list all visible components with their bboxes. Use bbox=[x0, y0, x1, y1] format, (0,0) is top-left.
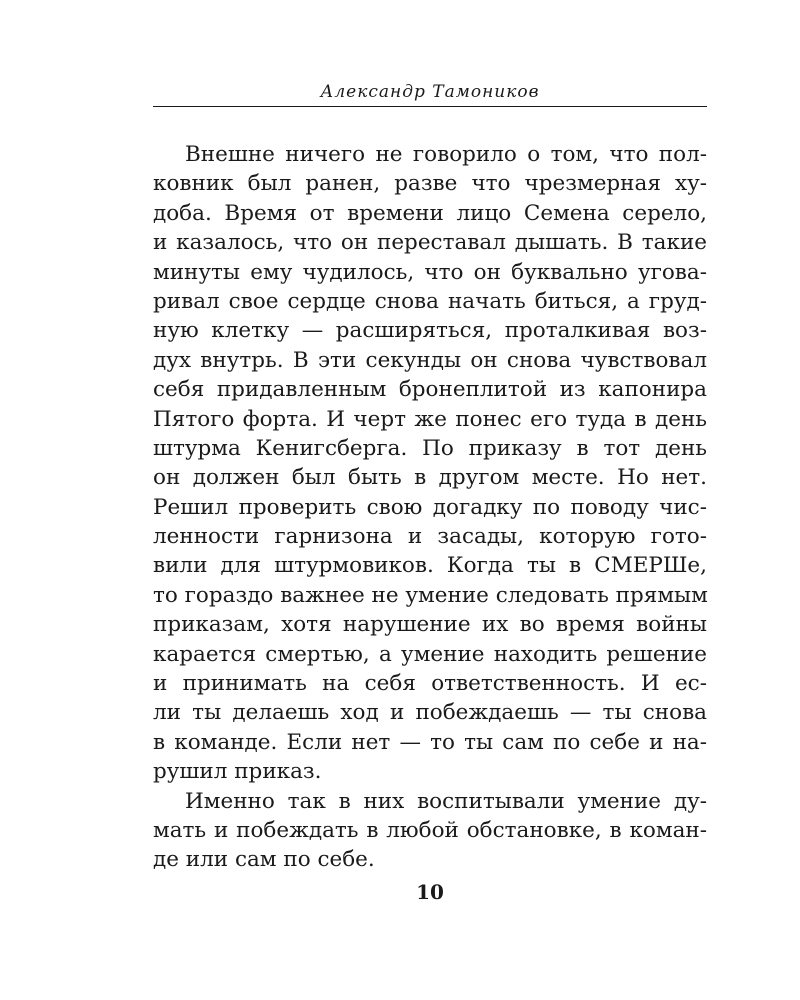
text-line: и казалось, что он переставал дышать. В такие bbox=[153, 230, 707, 256]
text-line: он должен был быть в другом месте. Но нет. bbox=[153, 465, 707, 491]
page-number: 10 bbox=[416, 880, 444, 904]
text-line: себя придавленным бронеплитой из капонира bbox=[153, 377, 707, 403]
text-line: Пятого форта. И черт же понес его туда в день bbox=[153, 406, 707, 432]
text-line: ковник был ранен, разве что чрезмерная ху- bbox=[153, 171, 707, 197]
text-line: доба. Время от времени лицо Семена серело, bbox=[153, 200, 707, 226]
text-line: ли ты делаешь ход и побеждаешь — ты снова bbox=[153, 700, 707, 726]
text-line: де или сам по себе. bbox=[153, 847, 375, 873]
text-line: в команде. Если нет — то ты сам по себе и на- bbox=[153, 729, 707, 755]
paragraph-1 bbox=[153, 140, 707, 787]
text-line: рушил приказ. bbox=[153, 759, 322, 785]
text-line: Именно так в них воспитывали умение ду- bbox=[185, 788, 707, 814]
header-rule bbox=[153, 106, 707, 107]
running-head: Александр Тамоников bbox=[320, 82, 540, 102]
text-line: ную клетку — расширяться, проталкивая воз- bbox=[153, 318, 707, 344]
text-line: дух внутрь. В эти секунды он снова чувствовал bbox=[153, 347, 707, 373]
text-line: минуты ему чудилось, что он буквально угова- bbox=[153, 259, 707, 285]
body-text bbox=[153, 140, 707, 875]
text-line: приказам, хотя нарушение их во время войны bbox=[153, 612, 707, 638]
text-line: мать и побеждать в любой обстановке, в коман- bbox=[153, 817, 707, 843]
text-line: ленности гарнизона и засады, которую гото- bbox=[153, 524, 707, 550]
text-line: и принимать на себя ответственность. И ес- bbox=[153, 671, 707, 697]
text-line: Внешне ничего не говорило о том, что пол- bbox=[185, 142, 707, 167]
text-line: ривал свое сердце снова начать биться, а груд- bbox=[153, 288, 707, 314]
text-line: карается смертью, а умение находить решение bbox=[153, 641, 707, 667]
text-line: Решил проверить свою догадку по поводу чис- bbox=[153, 494, 707, 520]
text-line: штурма Кенигсберга. По приказу в тот день bbox=[153, 435, 707, 461]
text-line: то гораздо важнее не умение следовать прямым bbox=[153, 582, 708, 608]
paragraph-2 bbox=[153, 787, 707, 875]
text-line: вили для штурмовиков. Когда ты в СМЕРШе, bbox=[153, 553, 707, 579]
